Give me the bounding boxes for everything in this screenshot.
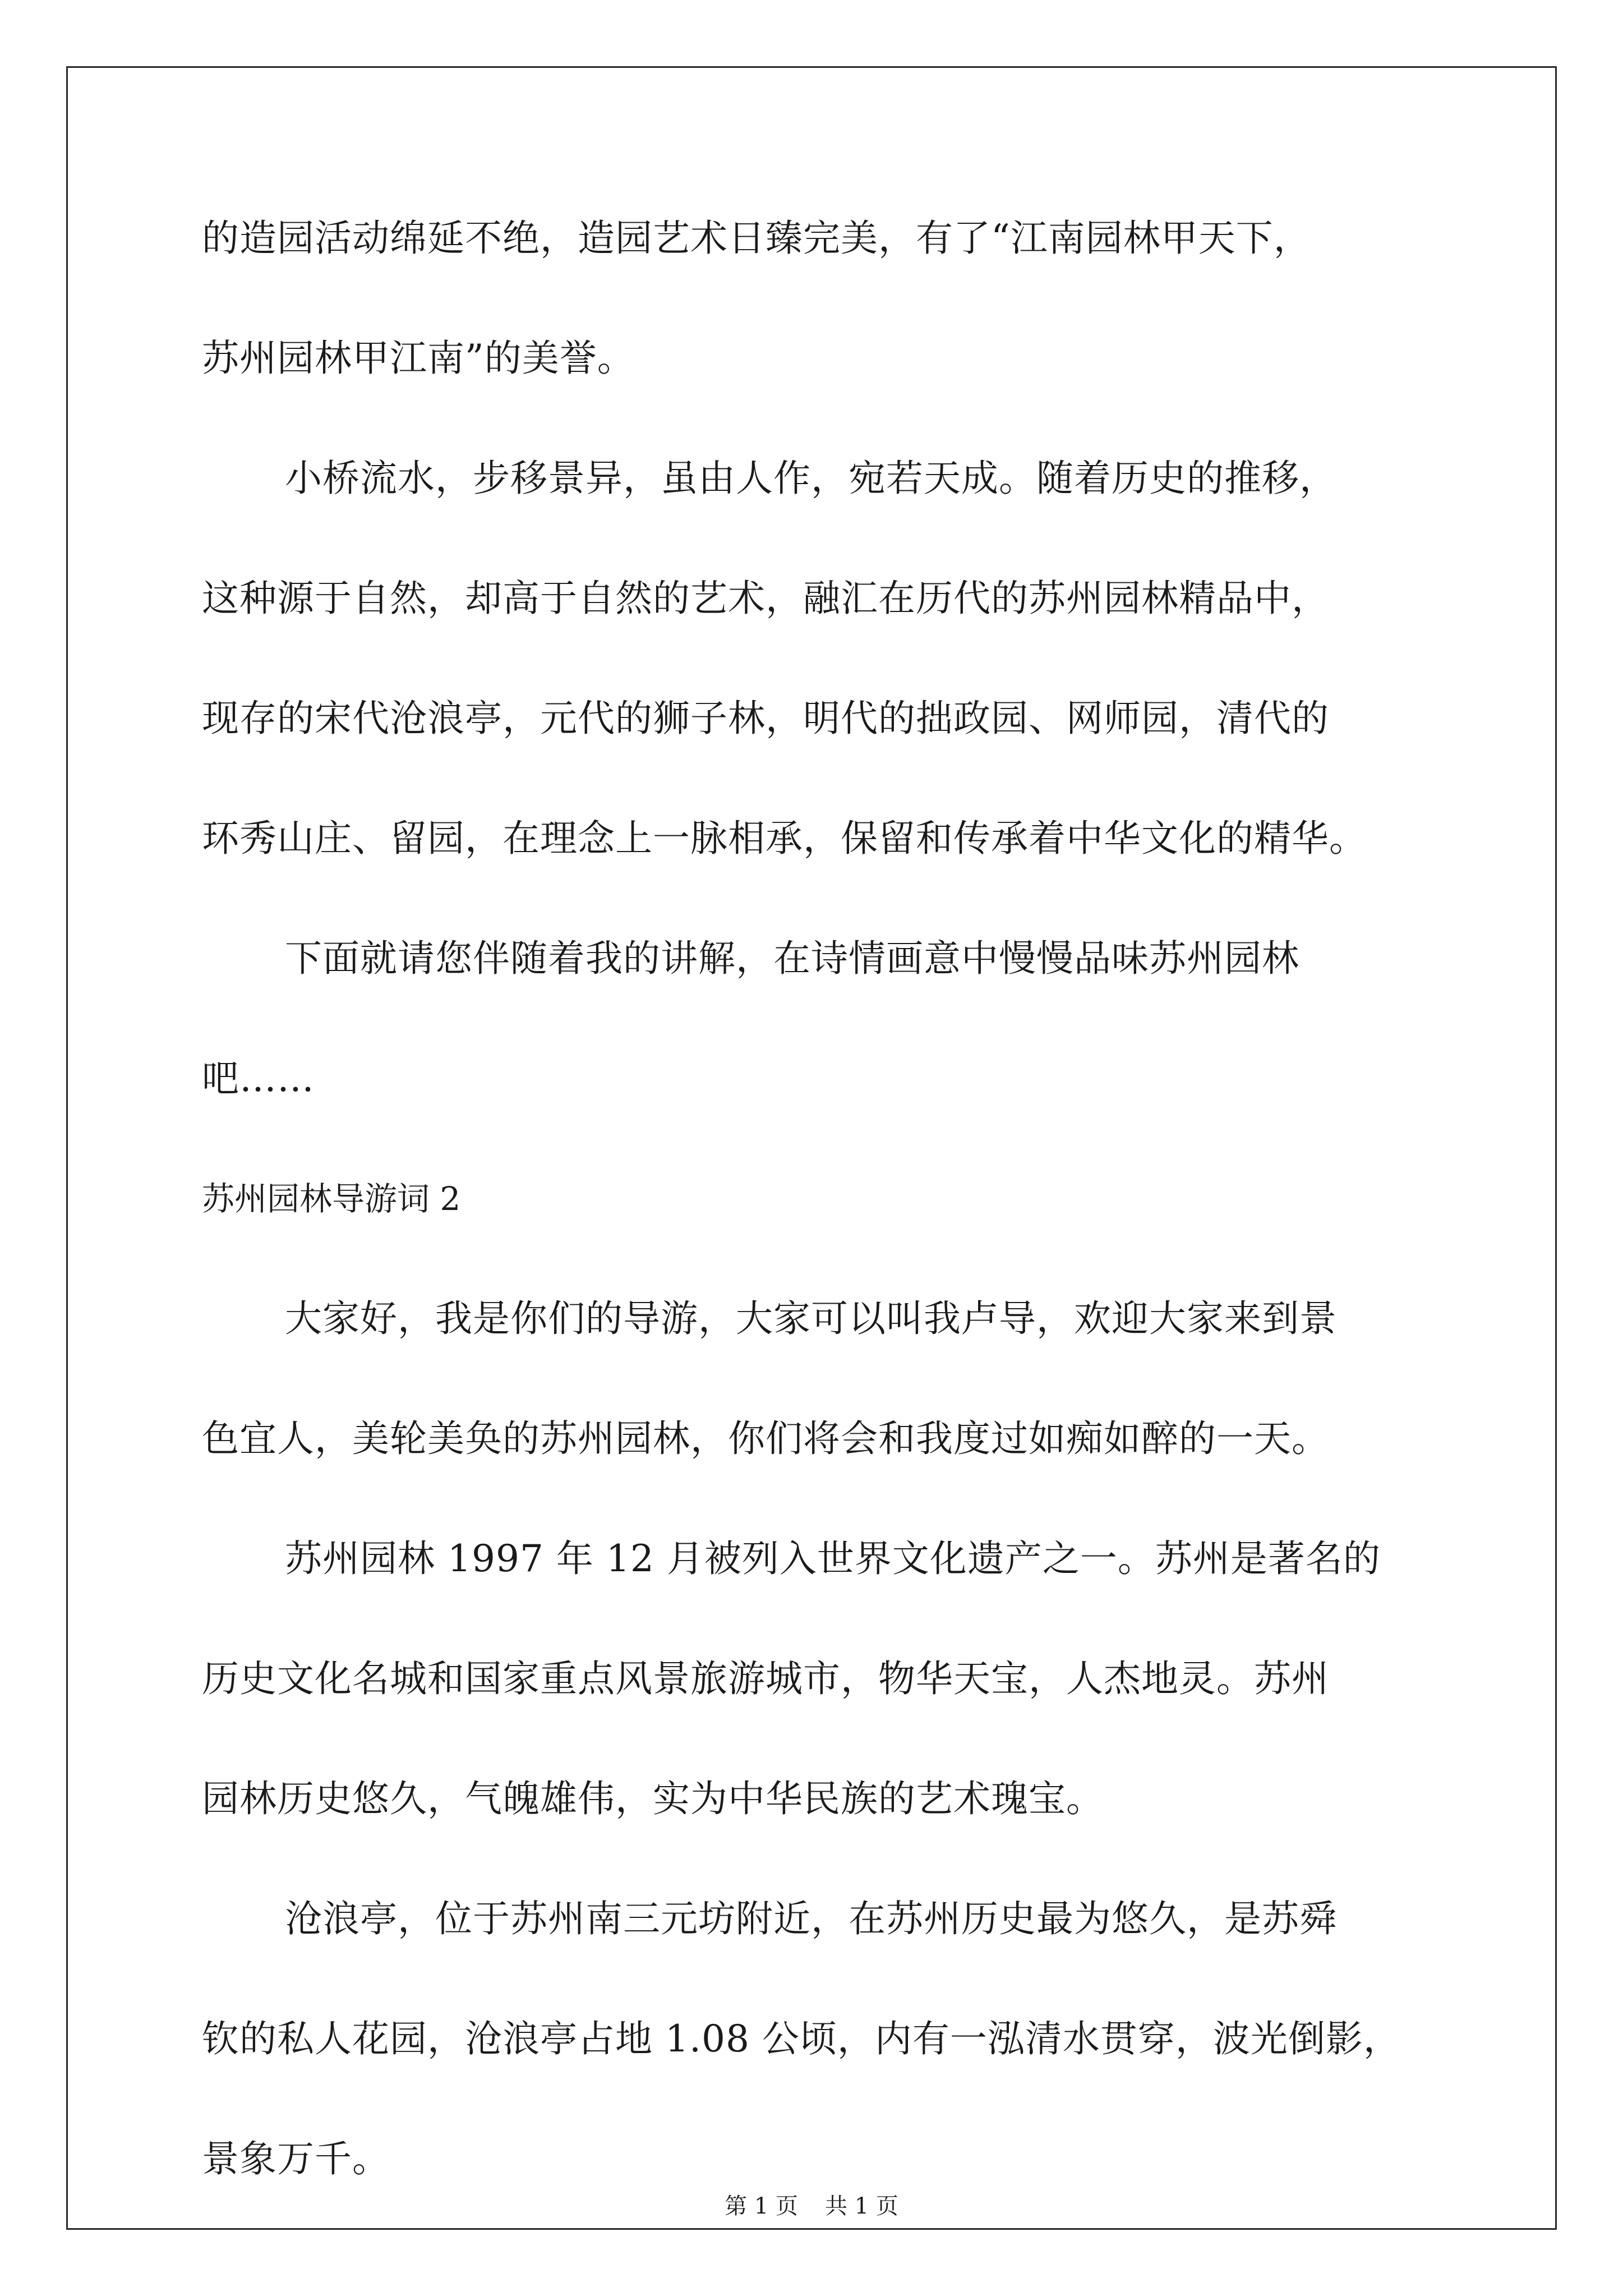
text-line: 苏州园林甲江南”的美誉。 — [202, 337, 635, 380]
page-total: 共 1 页 — [825, 2193, 898, 2219]
text-line: 吧…… — [202, 1057, 315, 1100]
text-line: 园林历史悠久，气魄雄伟，实为中华民族的艺术瑰宝。 — [202, 1777, 1104, 1820]
paragraph-first-line: 苏州园林 1997 年 12 月被列入世界文化遗产之一。苏州是著名的 — [285, 1537, 1381, 1580]
paragraph-first-line: 小桥流水，步移景异，虽由人作，宛若天成。随着历史的推移， — [285, 457, 1337, 500]
paragraph-first-line: 沧浪亭，位于苏州南三元坊附近，在苏州历史最为悠久，是苏舜 — [285, 1897, 1337, 1940]
text-line: 这种源于自然，却高于自然的艺术，融汇在历代的苏州园林精品中， — [202, 577, 1329, 620]
text-line: 景象万千。 — [202, 2137, 390, 2180]
section-heading: 苏州园林导游词 2 — [202, 1180, 461, 1218]
paragraph-first-line: 下面就请您伴随着我的讲解，在诗情画意中慢慢品味苏州园林 — [285, 937, 1299, 980]
text-line: 钦的私人花园，沧浪亭占地 1.08 公顷，内有一泓清水贯穿，波光倒影， — [202, 2017, 1401, 2060]
text-line: 色宜人，美轮美奂的苏州园林，你们将会和我度过如痴如醉的一天。 — [202, 1417, 1329, 1460]
page-footer — [0, 2191, 1623, 2222]
text-line: 历史文化名城和国家重点风景旅游城市，物华天宝，人杰地灵。苏州 — [202, 1657, 1329, 1700]
text-line: 的造园活动绵延不绝，造园艺术日臻完美，有了“江南园林甲天下， — [202, 217, 1311, 260]
text-line: 环秀山庄、留园，在理念上一脉相承，保留和传承着中华文化的精华。 — [202, 817, 1367, 860]
page-number: 第 1 页 — [725, 2193, 798, 2219]
text-line: 现存的宋代沧浪亭，元代的狮子林，明代的拙政园、网师园，清代的 — [202, 697, 1329, 740]
paragraph-first-line: 大家好，我是你们的导游，大家可以叫我卢导，欢迎大家来到景 — [285, 1297, 1337, 1340]
